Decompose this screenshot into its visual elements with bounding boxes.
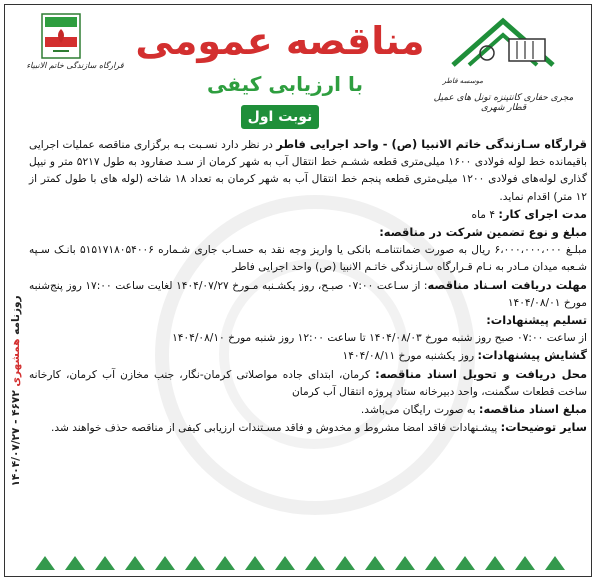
company-emblem-icon	[443, 13, 563, 73]
location-text: کرمان، ابتدای جاده مواصلاتی کرمان-نگار، جنب مخازن آب کرمان، کارخانه ساخت قطعات سگمنت، واحد دبیرخانه ستاد پروژه انتقال آب کرمان	[29, 368, 587, 398]
doc-price-row	[29, 401, 587, 419]
doc-receipt-text: : از سـاعت ۰۷:۰۰ صبـح، روز یکشـنبه مـورخ ۱۴۰۴/۰۷/۲۷ لغایت ساعت ۱۷:۰۰ روز پنج‌شنبه مورخ ۱۴۰۴/۰۸/۰۱	[29, 279, 587, 309]
other-row	[29, 419, 587, 437]
announcement-body	[29, 136, 587, 437]
intro-paragraph	[29, 136, 587, 206]
page-subtitle: با ارزیابی کیفی	[206, 72, 363, 96]
page-title: مناقصه عمومی	[135, 19, 425, 63]
opening-text: روز یکشنبه مورخ ۱۴۰۴/۰۸/۱۱	[342, 350, 478, 363]
doc-price-label: مبلغ اسناد مناقصه:	[478, 402, 587, 417]
left-header-logo	[15, 13, 135, 108]
opening-label: گشایش پیشنهادات:	[477, 348, 587, 363]
submission-text: از ساعت ۰۷:۰۰ صبح روز شنبه مورخ ۱۴۰۴/۰۸/۰۳ تا ساعت ۱۲:۰۰ روز شنبه مورخ ۱۴۰۴/۰۸/۱۰	[172, 332, 587, 345]
other-text: پیشـنهادات فاقد امضا مشروط و مخدوش و فاقد مسـتندات ارزیابی کیفی از مناقصه حذف خواهند شد.	[51, 422, 501, 435]
submission-label: تسلیم پیشنهادات:	[486, 313, 587, 328]
newspaper-side-text	[8, 226, 24, 556]
duration-label: مدت اجرای کار:	[498, 206, 587, 221]
duration-row	[29, 206, 587, 224]
newspaper-issue: ۴۶۷۲ - ۱۴۰۴/۰۷/۲۷	[10, 390, 22, 487]
company-small-label: موسسه فاطر	[442, 77, 483, 85]
other-label: سایر توضیحات:	[500, 420, 587, 435]
location-label: محل دریافت و تحویل اسناد مناقصه:	[375, 366, 588, 381]
intro-lead: قرارگاه سـازندگی خاتم الانبیا (ص) - واحد اجرایی فاطر	[276, 137, 587, 151]
national-emblem-icon	[41, 13, 81, 59]
announcement-frame	[4, 4, 592, 577]
newspaper-prefix: روزنامه	[10, 295, 22, 335]
guarantee-text: مبلـغ ۶،۰۰۰،۰۰۰،۰۰۰ ریال به صورت ضمانتنامـه بانکی یا واریز وجه نقد به حسـاب جاری شـماره ۵۱۵۱۷۱۸۰۵۴۰۰۶ بانـک سـپه شـعبه میدان مـادر به نـام قـرارگاه سـازندگی خاتـم الانبیا (ص) واحد اجرایی فاطر	[29, 244, 587, 274]
left-signature-text: قرارگاه سازندگی خاتم الانبیاء	[26, 61, 124, 70]
guarantee-label: مبلغ و نوع تضمین شرکت در مناقصه:	[379, 225, 587, 240]
right-header-logo	[426, 13, 581, 113]
submission-heading	[29, 312, 587, 330]
company-name-text: مجری حفاری کانتینزه تونل های عمیل قطار شهری	[433, 93, 574, 113]
newspaper-side-strip	[9, 225, 25, 555]
doc-receipt-label: مهلت دریافت اسـناد مناقصه	[427, 277, 587, 292]
location-row	[29, 366, 587, 401]
doc-price-text: به صورت رایگان می‌باشد.	[360, 404, 479, 417]
newspaper-name: همشهری	[10, 338, 22, 387]
duration-value: ۴ ماه	[471, 208, 499, 221]
opening-row	[29, 347, 587, 365]
doc-receipt-row	[29, 277, 587, 312]
round-badge: نوبت اول	[241, 105, 319, 129]
guarantee-heading	[29, 224, 587, 242]
intro-text: در نظر دارد نسـبت بـه برگزاری مناقصه عملیات اجرایی باقیمانده خط لوله فولادی ۱۶۰۰ میلی‌متری قطعه ششـم خط انتقال آب به شهر کرمان از سـد صفارود به طول ۵۲۱۷ متر و نیپل گذاری لوله‌های فولادی ۱۲۰۰ میلی‌متری قطعه پنجم خط انتقال آب به شهر کرمان به تعداد ۱۸ شاخه (لوله های با طول کمتر از ۱۲ متر) اقدام نماید.	[29, 139, 588, 203]
footer-decoration	[35, 552, 565, 570]
company-name	[426, 77, 581, 113]
